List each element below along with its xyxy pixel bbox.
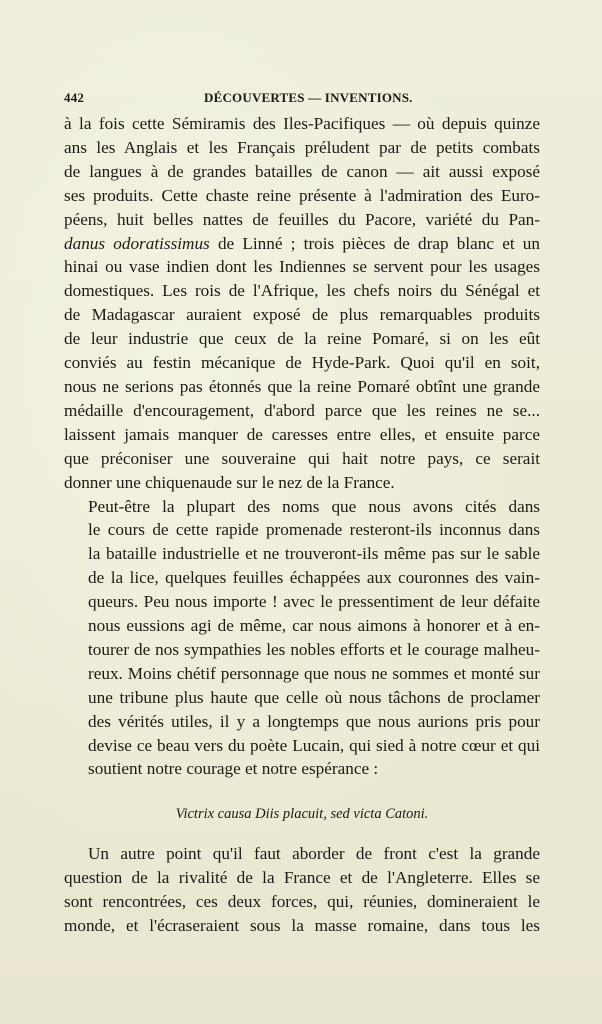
text-line: que préconiser une souveraine qui hait notre pays, ce serait — [64, 448, 540, 468]
text-line: des vérités utiles, il y a longtemps que nous aurions pris pour — [88, 711, 540, 731]
text-line: conviés au festin mécanique de Hyde-Park. Quoi qu'il en soit, — [64, 353, 540, 373]
paragraph-3 — [64, 842, 540, 938]
text-line: soutient notre courage et notre espérance : — [88, 759, 379, 779]
paragraph-1 — [64, 112, 540, 495]
text-line: hinai ou vase indien dont les Indiennes se servent pour les usages — [64, 257, 540, 277]
text-line: sont rencontrées, ces deux forces, qui, réunies, domineraient le — [64, 891, 540, 911]
text-line: question de la rivalité de la France et de l'Angleterre. Elles se — [64, 867, 540, 887]
text-line: monde, et l'écraseraient sous la masse romaine, dans tous les — [64, 915, 540, 935]
text-line: laissent jamais manquer de caresses entre elles, et ensuite parce — [64, 424, 540, 444]
latin-quote: Victrix causa Diis placuit, sed victa Catoni. — [175, 806, 429, 822]
text-line: domestiques. Les rois de l'Afrique, les chefs noirs du Sénégal et — [64, 281, 540, 301]
text-line: la bataille industrielle et ne trouveront-ils même pas sur le sable — [88, 544, 540, 564]
text-line: de leur industrie que ceux de la reine Pomaré, si on les eût — [64, 329, 540, 349]
text-line: Peut-être la plupart des noms que nous avons cités dans — [88, 496, 540, 516]
text-line: devise ce beau vers du poète Lucain, qui sied à notre cœur et qui — [88, 735, 540, 755]
text-line: ans les Anglais et les Français préludent par de petits combats — [64, 137, 540, 157]
page-number: 442 — [64, 90, 85, 105]
text-line: une tribune plus haute que celle où nous tâchons de proclamer — [88, 687, 540, 707]
text-line: ses produits. Cette chaste reine présente à l'admiration des Euro- — [64, 185, 540, 205]
text-line-with-italic — [64, 232, 540, 256]
body-text — [64, 112, 540, 781]
text-line: nous ne serions pas étonnés que la reine Pomaré obtînt une grande — [64, 376, 540, 396]
text-line: de Madagascar auraient exposé de plus remarquables produits — [64, 305, 540, 325]
text-line: médaille d'encouragement, d'abord parce que les reines ne se... — [64, 400, 540, 420]
text-line: reux. Moins chétif personnage que nous ne sommes et monté sur — [88, 663, 540, 683]
text-line: queurs. Peu nous importe ! avec le pressentiment de leur défaite — [88, 592, 540, 612]
header-title: DÉCOUVERTES — INVENTIONS. — [204, 90, 413, 105]
text-line: de la lice, quelques feuilles échappées aux couronnes des vain- — [88, 568, 540, 588]
italic-species-name: danus odoratissimus — [64, 233, 210, 253]
running-head — [64, 90, 540, 108]
text-line: le cours de cette rapide promenade resteront-ils inconnus dans — [88, 520, 540, 540]
text-line: Un autre point qu'il faut aborder de front c'est la grande — [88, 844, 540, 863]
text-line: nous eussions agi de même, car nous aimons à honorer et à en- — [88, 616, 540, 636]
paragraph-2 — [64, 495, 540, 782]
text-line: tourer de nos sympathies les nobles efforts et le courage malheu- — [88, 639, 540, 659]
text-line: donner une chiquenaude sur le nez de la France. — [64, 472, 395, 492]
text-line: péens, huit belles nattes de feuilles du Pacore, variété du Pan- — [64, 209, 540, 229]
text-line: de langues à de grandes batailles de canon — ait aussi exposé — [64, 161, 540, 181]
text-line-rest: de Linné ; trois pièces de drap blanc et un — [217, 233, 540, 253]
text-line: à la fois cette Sémiramis des Iles-Pacifiques — où depuis quinze — [64, 114, 540, 133]
